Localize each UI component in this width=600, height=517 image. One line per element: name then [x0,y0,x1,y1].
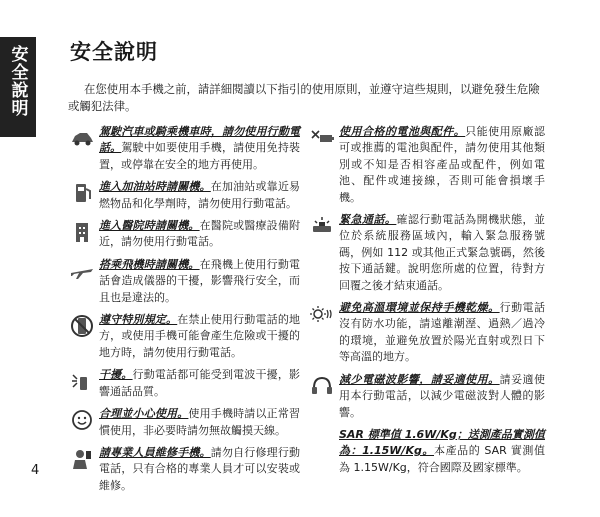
safety-heading: 遵守特別規定。 [99,313,178,327]
safety-heading: 駕駛汽車或騎乘機車時，請勿使用行動電話。 [99,125,300,155]
safety-item [65,312,300,361]
safety-item [65,257,300,306]
airplane-icon [65,257,99,289]
emergency-icon [305,212,339,244]
battery-icon [305,124,339,156]
gas-pump-icon [65,179,99,211]
safety-body: 確認行動電話為開機狀態，並位於系統服務區域內，輸入緊急服務號碼，例如 112 或其他正式緊急號碼，然後按下通話鍵。說明您所處的位置，待對方回覆之後才結束通話。 [339,213,546,292]
hospital-icon [65,218,99,250]
safety-body: 使用手機時請以正常習慣使用，非必要時請勿無故觸摸天線。 [99,407,301,437]
safety-heading: 緊急通話。 [339,213,397,227]
safety-item [65,445,300,494]
safety-body: 行動電話沒有防水功能，請遠離潮溼、過熱／過冷的環境，並避免放置於陽光直射或烈日下等高溫的地方。 [339,301,546,364]
safety-item [305,300,545,366]
intro-paragraph: 在您使用本手機之前，請詳細閱讀以下指引的使用原則，並遵守這些規則，以避免發生危險或觸犯法律。 [68,82,540,113]
headset-icon [305,372,339,404]
safety-heading: 進入醫院時請關機。 [99,219,200,233]
safety-item [305,427,545,476]
safety-item [305,124,545,206]
safety-body: 駕駛中如要使用手機，請使用免持裝置，或停靠在安全的地方再使用。 [99,141,301,171]
safety-heading: 進入加油站時請關機。 [99,180,211,194]
safety-heading: 請專業人員維修手機。 [99,445,211,459]
safety-body: 在醫院或醫療設備附近，請勿使用行動電話。 [99,219,301,249]
safety-heading: 搭乘飛機時請關機。 [99,257,200,271]
safety-body: 請妥適使用本行動電話，以減少電磁波對人體的影響。 [339,372,546,419]
safety-heading: 使用合格的電池與配件。 [339,125,466,138]
safety-item [65,124,300,173]
safety-heading: 避免高溫環境並保持手機乾燥。 [339,301,500,315]
safety-body: 在加油站或靠近易燃物品和化學劑時，請勿使用行動電話。 [99,180,301,210]
right-column [305,124,545,482]
safety-item [65,218,300,251]
side-section-tab [0,37,36,137]
safety-body: 在禁止使用行動電話的地方，或使用手機可能會產生危險或干擾的地方時，請勿使用行動電話。 [99,313,301,359]
page-number: 4 [31,463,40,478]
safety-item [65,179,300,212]
safety-body: 在飛機上使用行動電話會造成儀器的干擾，影響飛行安全，而且也是違法的。 [99,257,301,304]
safety-body: 行動電話都可能受到電波干擾，影響通話品質。 [99,368,301,398]
safety-body: 本產品的 SAR 實測值為 1.15W/Kg，符合國際及國家標準。 [339,444,545,474]
interference-icon [65,367,99,399]
safety-heading: 合理並小心使用。 [99,407,189,421]
car-icon [65,124,99,156]
smiley-icon [65,406,99,438]
safety-item [305,372,545,421]
safety-item [65,367,300,400]
safety-item [305,212,545,294]
sar-icon [305,427,339,459]
safety-heading: SAR 標準值 1.6W/Kg；送測產品實測值為：1.15W/Kg。 [339,427,545,458]
safety-heading: 減少電磁波影響，請妥適使用。 [339,372,500,386]
service-person-icon [65,445,99,477]
safety-body: 請勿自行修理行動電話，只有合格的專業人員才可以安裝或維修。 [99,445,301,492]
left-column [65,124,300,500]
sun-icon [305,300,339,332]
safety-heading: 干擾。 [99,368,133,382]
side-tab-label: 安全說明 [7,45,28,117]
page-title: 安全說明 [70,40,158,64]
safety-body: 只能使用原廠認可或推薦的電池與配件，請勿使用其他類別或不知是否相容產品或配件，例如電池、配件或連接線，否則可能會損壞手機。 [339,125,546,204]
safety-item [65,406,300,439]
no-phone-icon [65,312,99,344]
